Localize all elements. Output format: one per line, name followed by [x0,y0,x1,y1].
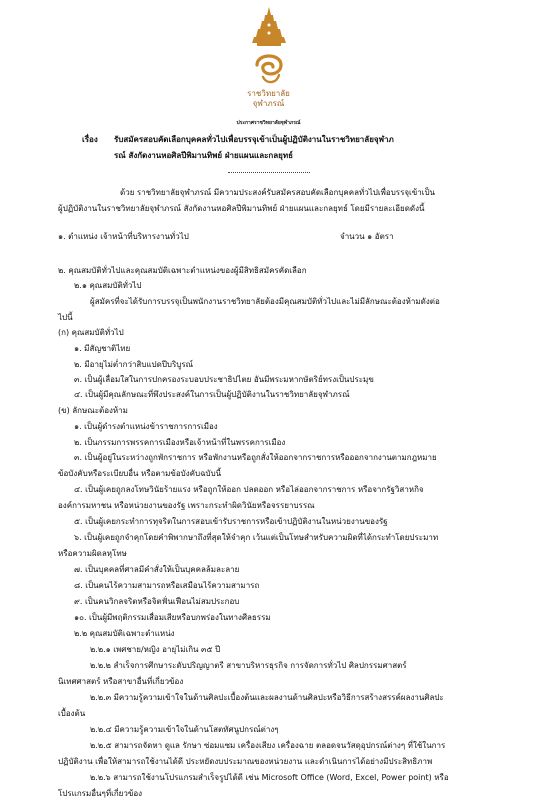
list-item: ๑๐. เป็นผู้มีพฤติกรรมเสื่อมเสียหรือบกพร่องในทางศีลธรรม [74,613,271,622]
announcement-title: ประกาศราชวิทยาลัยจุฬาภรณ์ [236,120,301,126]
college-emblem-icon [243,5,295,90]
list-item-continuation: ปฏิบัติงาน เพื่อให้สามารถใช้งานได้ดี ประหยัดงบประมาณของหน่วยงาน และดำเนินการได้อย่างมีประสิทธิภาพ [58,757,433,766]
section-2-1-heading: ๒.๑ คุณสมบัติทั่วไป [74,281,142,290]
list-item: ๑. เป็นผู้ดำรงตำแหน่งข้าราชการการเมือง [74,422,218,431]
subject-line-2: รณ์ สังกัดงานหอศิลปีพิมานทิพย์ ฝ่ายแผนและกลยุทธ์ [114,151,293,160]
list-item: ๗. เป็นบุคคลที่ศาลมีคำสั่งให้เป็นบุคคลล้มละลาย [74,565,240,574]
list-item-continuation: หรือความผิดลหุโทษ [58,549,127,558]
list-item: ๕. เป็นผู้เคยกระทำการทุจริตในการสอบเข้ารับราชการหรือเข้าปฏิบัติงานในหน่วยงานของรัฐ [74,517,388,526]
list-item: ๒.๒.๔ มีความรู้ความเข้าใจในด้านโสตทัศนูปกรณ์ต่างๆ [90,725,279,734]
subject-line-1: รับสมัครสอบคัดเลือกบุคคลทั่วไปเพื่อบรรจุเข้าเป็นผู้ปฏิบัติงานในราชวิทยาลัยจุฬาภ [114,135,394,144]
list-item: ๒.๒.๓ มีความรู้ความเข้าใจในด้านศิลปะเบื้องต้นและผลงานด้านศิลปะหรือวิธีการสร้างสรรค์ผลงานศิลปะ [90,693,444,702]
general-qualification-line-1: ผู้สมัครที่จะได้รับการบรรจุเป็นพนักงานราชวิทยาลัยต้องมีคุณสมบัติทั่วไปและไม่มีลักษณะต้องห้ามดังต่อ [90,297,440,306]
list-item-continuation: นิเทศศาสตร์ หรือสาขาอื่นที่เกี่ยวข้อง [58,677,184,686]
list-item-continuation: ข้อบังคับหรือระเบียบอื่น หรือตามข้อบังคับฉบับนี้ [58,469,222,478]
sub-a-heading: (ก) คุณสมบัติทั่วไป [58,328,124,337]
intro-line-1: ด้วย ราชวิทยาลัยจุฬาภรณ์ มีความประสงค์รับสมัครสอบคัดเลือกบุคคลทั่วไปเพื่อบรรจุเข้าเป็น [120,188,436,197]
section-2-heading: ๒. คุณสมบัติทั่วไปและคุณสมบัติเฉพาะตำแหน่งของผู้มีสิทธิสมัครคัดเลือก [58,266,307,275]
list-item: ๔. เป็นผู้เคยถูกลงโทษวินัยร้ายแรง หรือถูกให้ออก ปลดออก หรือไล่ออกจากราชการ หรือจากรัฐวิสาหกิจ [74,485,424,494]
list-item: ๒. เป็นกรรมการพรรคการเมืองหรือเจ้าหน้าที่ในพรรคการเมือง [74,438,286,447]
position-count: จำนวน ๑ อัตรา [340,232,394,241]
list-item: ๒.๒.๑ เพศชาย/หญิง อายุไม่เกิน ๓๕ ปี [90,645,221,654]
general-qualification-line-2: ไปนี้ [58,313,73,322]
sub-b-heading: (ข) ลักษณะต้องห้าม [58,406,128,415]
list-item: ๒. มีอายุไม่ต่ำกว่าสิบแปดปีบริบูรณ์ [74,360,194,369]
institution-name-line2: จุฬาภรณ์ [252,99,285,108]
intro-line-2: ผู้ปฏิบัติงานในราชวิทยาลัยจุฬาภรณ์ สังกัดงานหอศิลปีพิมานทิพย์ ฝ่ายแผนและกลยุทธ์ โดยมีรายละเอียดดังนี้ [58,204,425,213]
list-item: ๙. เป็นคนวิกลจริตหรือจิตฟั่นเฟือนไม่สมประกอบ [74,597,240,606]
list-item: ๒.๒.๖ สามารถใช้งานโปรแกรมสำเร็จรูปได้ดี เช่น Microsoft Office (Word, Excel, Power point) หรือ [90,773,449,782]
institution-name-line1: ราชวิทยาลัย [247,89,290,98]
list-item-continuation: องค์การมหาชน หรือหน่วยงานของรัฐ เพราะกระทำผิดวินัยหรือจรรยาบรรณ [58,501,315,510]
list-item: ๓. เป็นผู้อยู่ในระหว่างถูกพักราชการ หรือพักงานหรือถูกสั่งให้ออกจากราชการหรือออกจากงานตามกฎหมาย [74,453,437,462]
list-item: ๖. เป็นผู้เคยถูกจำคุกโดยคำพิพากษาถึงที่สุดให้จำคุก เว้นแต่เป็นโทษสำหรับความผิดที่ได้กระทำโดยประมาท [74,533,439,542]
position-title: ๑. ตำแหน่ง เจ้าหน้าที่บริหารงานทั่วไป [58,232,189,241]
section-2-2-heading: ๒.๒ คุณสมบัติเฉพาะตำแหน่ง [74,629,175,638]
subject-label: เรื่อง [82,135,98,144]
separator-dots [228,172,310,173]
list-item: ๑. มีสัญชาติไทย [74,344,131,353]
list-item-continuation: เบื้องต้น [58,709,86,718]
list-item: ๘. เป็นคนไร้ความสามารถหรือเสมือนไร้ความสามารถ [74,581,260,590]
list-item: ๒.๒.๕ สามารถจัดหา ดูแล รักษา ซ่อมแซม เครื่องเสียง เครื่องฉาย ตลอดจนวัสดุอุปกรณ์ต่างๆ ที่ใช้ในการ [90,741,446,750]
list-item: ๔. เป็นผู้มีคุณลักษณะที่พึงประสงค์ในการเป็นผู้ปฏิบัติงานในราชวิทยาลัยจุฬาภรณ์ [74,390,350,399]
list-item: ๓. เป็นผู้เลื่อมใสในการปกครองระบอบประชาธิปไตย อันมีพระมหากษัตริย์ทรงเป็นประมุข [74,375,374,384]
list-item-continuation: โปรแกรมอื่นๆที่เกี่ยวข้อง [58,789,143,798]
list-item: ๒.๒.๒ สำเร็จการศึกษาระดับปริญญาตรี สาขาบริหารธุรกิจ การจัดการทั่วไป ศิลปกรรมศาสตร์ [90,661,407,670]
